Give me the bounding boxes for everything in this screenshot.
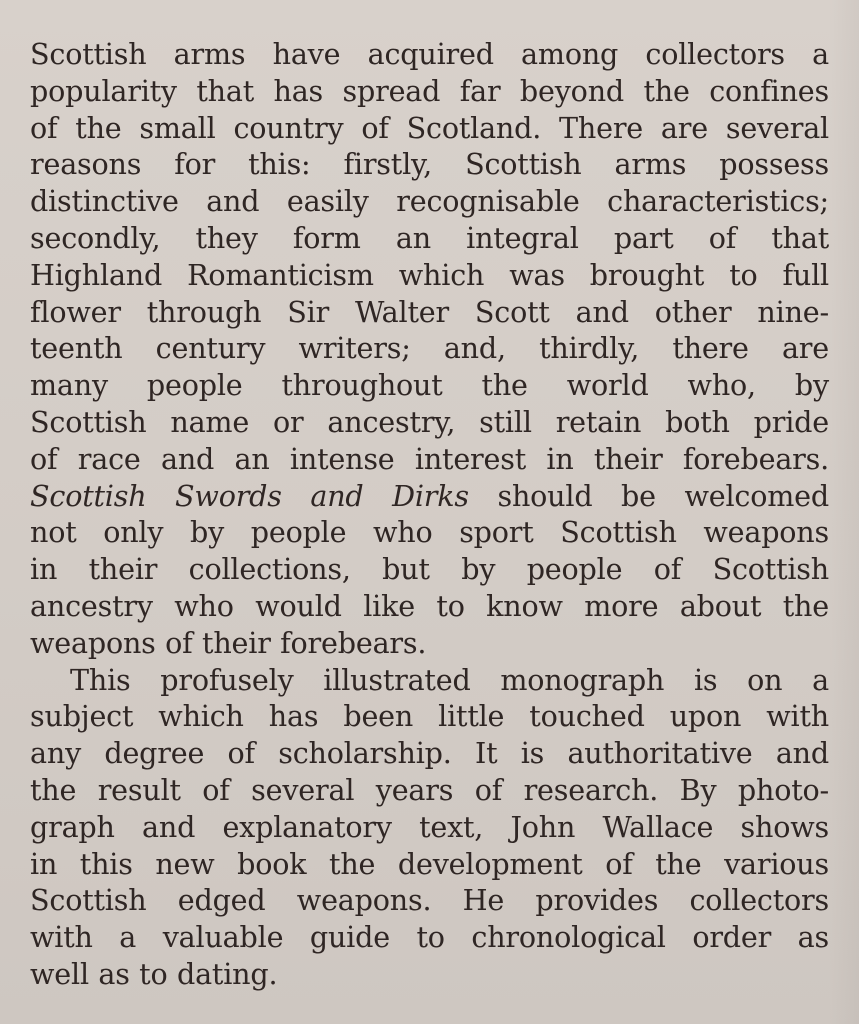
text-line: of the small country of Scotland. There are several bbox=[30, 110, 829, 145]
paragraph-2 bbox=[30, 662, 829, 993]
text-line: of race and an intense interest in their forebears. bbox=[30, 441, 829, 476]
blurb-text bbox=[30, 36, 829, 993]
text-line: subject which has been little touched upon with bbox=[30, 699, 829, 734]
page-edge-shadow bbox=[829, 0, 859, 1024]
text-line: many people throughout the world who, by bbox=[30, 368, 829, 403]
text-line: in their collections, but by people of Scottish bbox=[30, 552, 829, 587]
text-line: reasons for this: firstly, Scottish arms possess bbox=[30, 147, 829, 182]
text-line: Highland Romanticism which was brought to full bbox=[30, 257, 829, 292]
text-line: distinctive and easily recognisable characteristics; bbox=[30, 184, 829, 219]
text-line: ancestry who would like to know more about the bbox=[30, 588, 829, 623]
text-line: Scottish name or ancestry, still retain both pride bbox=[30, 404, 829, 439]
text-line: the result of several years of research. By photo- bbox=[30, 772, 829, 807]
text-line: in this new book the development of the various bbox=[30, 846, 829, 881]
text-line: not only by people who sport Scottish weapons bbox=[30, 515, 829, 550]
text-span: should be welcomed bbox=[468, 478, 829, 513]
text-line: This profusely illustrated monograph is on a bbox=[70, 662, 829, 697]
text-line: Scottish edged weapons. He provides collectors bbox=[30, 883, 829, 918]
text-line: well as to dating. bbox=[30, 956, 278, 991]
text-line: popularity that has spread far beyond the confines bbox=[30, 73, 829, 108]
text-line-with-title bbox=[30, 478, 829, 515]
text-line: any degree of scholarship. It is authoritative and bbox=[30, 736, 829, 771]
text-line: flower through Sir Walter Scott and other nine- bbox=[30, 294, 829, 329]
text-line: Scottish arms have acquired among collectors a bbox=[30, 37, 829, 71]
text-line: secondly, they form an integral part of that bbox=[30, 220, 829, 255]
text-line: weapons of their forebears. bbox=[30, 625, 427, 660]
text-line: teenth century writers; and, thirdly, there are bbox=[30, 331, 829, 366]
text-line: with a valuable guide to chronological order as bbox=[30, 920, 829, 955]
text-line: graph and explanatory text, John Wallace shows bbox=[30, 809, 829, 844]
book-title: Scottish Swords and Dirks bbox=[30, 478, 469, 513]
paragraph-1 bbox=[30, 36, 829, 662]
